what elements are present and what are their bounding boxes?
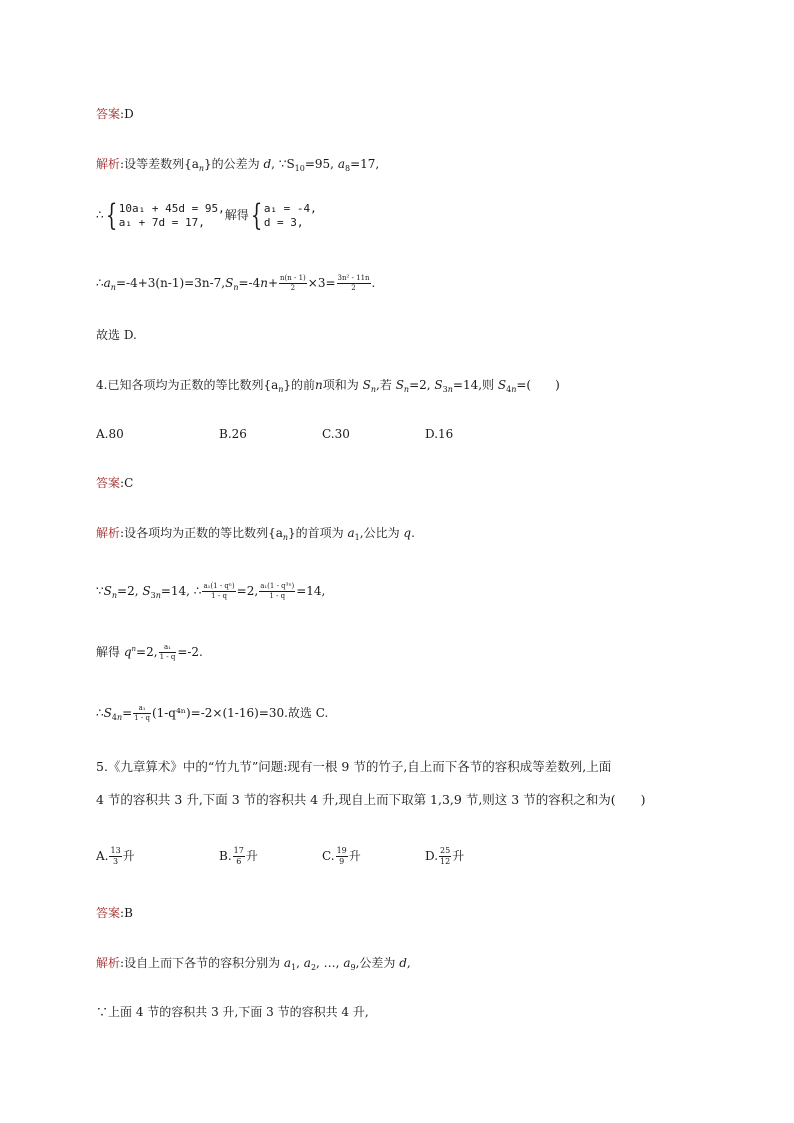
- q4-final-line: $\therefore S_{4n}=$ $\frac{\text{a₁}}{1 - q}$ (1-q⁴ⁿ)=-2×(1-16)=30.故选 C.: [96, 704, 329, 722]
- q5-analysis-line: 解析:设自上而下各节的容积分别为 $a_1$, $a_2$, …, $a_9$,公差为 d,: [96, 956, 411, 972]
- q4-fraction-b: $\frac{\text{a₁(1 - q³ⁿ)}}{1 - q}$: [260, 582, 295, 600]
- q3-answer-line: 答案:D: [96, 107, 134, 121]
- q4-answer-line: 答案:C: [96, 476, 134, 490]
- q4-equations-line: $\because S_n=2$, $S_{3n}=14$, ∴ $\frac{\text{a₁(1 - qⁿ)}}{1 - q}$ =2, $\frac{\text{a₁(1 - q³ⁿ)}}{1 - q}$ =14,: [96, 582, 326, 600]
- q5-condition-line: ∵上面 4 节的容积共 3 升,下面 3 节的容积共 4 升,: [96, 1005, 369, 1019]
- q3-analysis-line: 解析:设等差数列$\{a_n\}$的公差为 d, $\because S_{10}=95$, $a_8=17$,: [96, 157, 380, 173]
- q3-fraction-1: $\frac{n(n - 1)}{2}$: [280, 274, 306, 292]
- q3-formula-line: $\therefore a_n=-4+3(n-1)=3n-7,S_n=-4n+$ $\frac{n(n - 1)}{2}$ ×3= $\frac{\text{3n² - 11n}}{2}$ .: [96, 274, 376, 292]
- q3-solve-word: 解得: [224, 208, 249, 222]
- q3-system-results: a₁ = -4, d = 3,: [263, 201, 317, 229]
- q5-stem-line-2: 4 节的容积共 3 升,下面 3 节的容积共 4 升,现自上而下取第 1,3,9 节,则这 3 节的容积之和为( ): [96, 792, 646, 807]
- q5-answer-line: 答案:B: [96, 906, 133, 920]
- q4-fraction-a: $\frac{\text{a₁(1 - qⁿ)}}{1 - q}$: [203, 582, 235, 600]
- q3-answer-value: D: [124, 107, 134, 121]
- q4-option-b: B.26: [219, 427, 247, 441]
- q4-stem: 4.已知各项均为正数的等比数列$\{a_n\}$的前n项和为 $S_n$,若 $S_n=2$, $S_{3n}=14$,则 $S_{4n}=$( ): [96, 378, 560, 394]
- q3-system-equations: 10a₁ + 45d = 95, a₁ + 7d = 17,: [118, 201, 225, 229]
- q5-answer-value: B: [124, 906, 133, 920]
- q4-solve-line: 解得 $q^n=2$, $\frac{\text{a₁}}{1 - q}$ =-2.: [96, 643, 203, 661]
- q5-option-a: A. $\frac{13}{3}$ 升: [96, 846, 135, 866]
- q4-option-c: C.30: [322, 427, 350, 441]
- answer-label: 答案: [96, 107, 121, 121]
- q5-option-d: D. $\frac{25}{12}$ 升: [425, 846, 465, 866]
- q3-system-line: ∴{ 10a₁ + 45d = 95, a₁ + 7d = 17, 解得{ a₁ = -4, d = 3,: [96, 197, 317, 233]
- q4-option-a: A.80: [96, 427, 124, 441]
- q5-option-b: B. $\frac{17}{6}$ 升: [219, 846, 258, 866]
- analysis-label: 解析: [96, 157, 121, 171]
- q4-fraction-c: $\frac{\text{a₁}}{1 - q}$: [159, 643, 176, 661]
- q3-conclusion: 故选 D.: [96, 328, 137, 342]
- q4-option-d: D.16: [425, 427, 454, 441]
- q4-answer-value: C: [124, 476, 134, 490]
- q3-fraction-2: $\frac{\text{3n² - 11n}}{2}$: [337, 274, 370, 292]
- q4-analysis-line: 解析:设各项均为正数的等比数列$\{a_n\}$的首项为 $a_1$,公比为 q.: [96, 526, 415, 542]
- q4-fraction-d: $\frac{\text{a₁}}{1 - q}$: [134, 704, 150, 722]
- q5-option-c: C. $\frac{19}{9}$ 升: [322, 846, 361, 866]
- q5-stem-line-1: 5.《九章算术》中的“竹九节”问题:现有一根 9 节的竹子,自上而下各节的容积成等差数列,上面: [96, 759, 612, 774]
